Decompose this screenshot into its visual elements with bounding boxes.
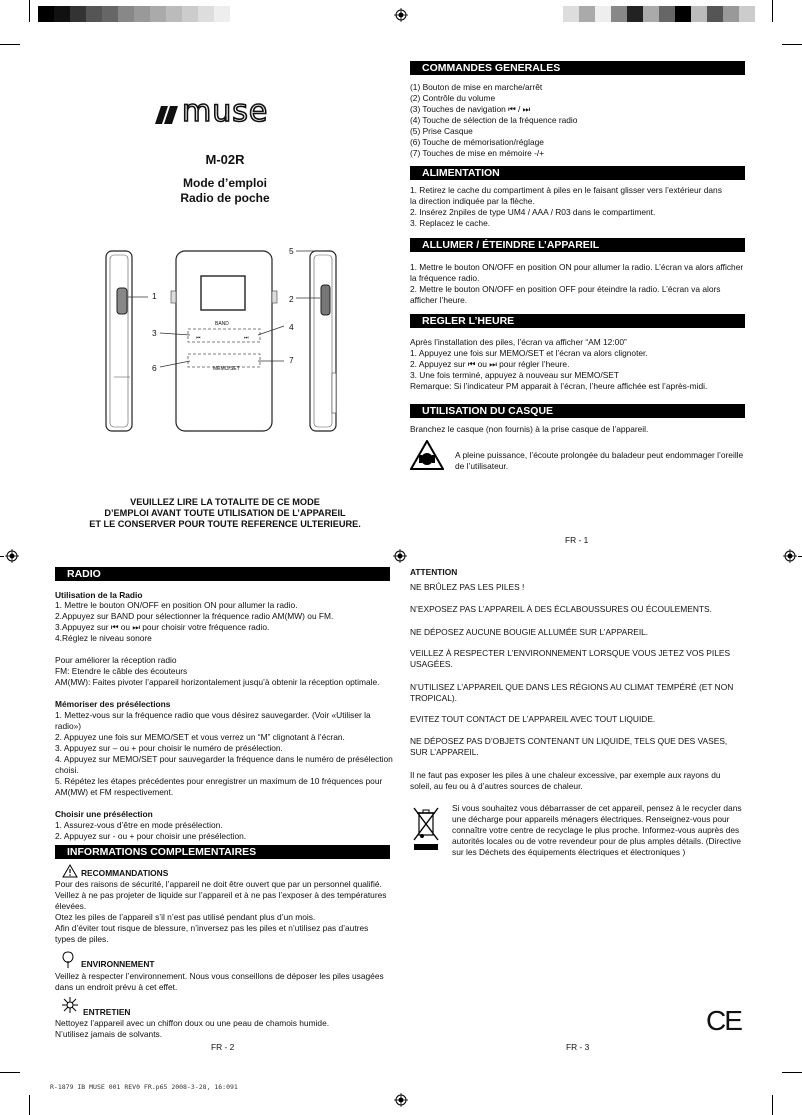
callout-4: 4: [289, 322, 294, 332]
registration-mark-icon: [393, 549, 407, 563]
paragraph-line: Veillez à ne pas projeter de liquide sur l’appareil et à ne pas l’exposer à des températures: [55, 890, 387, 900]
list-item: (2) Contrôle du volume: [410, 93, 496, 103]
color-bar-right: [563, 6, 755, 22]
list-item: (7) Touches de mise en mémoire -/+: [410, 148, 545, 158]
subheading: ENTRETIEN: [83, 1007, 131, 1017]
attention-item: USAGÉES.: [410, 659, 453, 669]
registration-mark-icon: [394, 1093, 408, 1107]
attention-item: NE DÉPOSEZ PAS D’OBJETS CONTENANT UN LIQUIDE, TELS QUE DES VASES,: [410, 736, 728, 746]
read-warning-line: D’EMPLOI AVANT TOUTE UTILISATION DE L’APPAREIL: [104, 508, 346, 518]
crop-mark: [772, 1095, 773, 1115]
registration-mark-icon: [394, 8, 408, 22]
diagram-label-band: BAND: [215, 321, 229, 327]
subheading: RECOMMANDATIONS: [81, 868, 169, 878]
paragraph-line: la direction indiquée par la flèche.: [410, 196, 535, 206]
diagram-label-memo: MEMO/SET: [213, 366, 240, 372]
list-item: (3) Touches de navigation ⏮ / ⏭: [410, 104, 531, 114]
print-slug: R-1879 IB MUSE 001 REV0 FR.p65 2008-3-28, 16:091: [50, 1083, 238, 1091]
paragraph-line: types de piles.: [55, 934, 109, 944]
paragraph-line: 4.Réglez le niveau sonore: [55, 633, 152, 643]
list-item: (5) Prise Casque: [410, 126, 473, 136]
paragraph-line: Otez les piles de l’appareil s’il n’est pas utilisé pendant plus d’un mois.: [55, 912, 316, 922]
list-item: (4) Touche de sélection de la fréquence radio: [410, 115, 578, 125]
page-number: FR - 2: [211, 1042, 235, 1052]
manual-title: Mode d’emploi: [183, 176, 267, 190]
attention-item: Il ne faut pas exposer les piles à une chaleur excessive, par exemple aux rayons du: [410, 770, 721, 780]
attention-item: soleil, au feu ou à d’autres sources de chaleur.: [410, 781, 583, 791]
section-header-commandes: COMMANDES GENERALES: [410, 61, 745, 75]
attention-item: N’UTILISEZ L’APPAREIL QUE DANS LES RÉGIONS AU CLIMAT TEMPÉRÉ (ET NON: [410, 682, 734, 692]
paragraph-line: 5. Répétez les étapes précédentes pour enregistrer un maximum de 10 fréquences pour: [55, 776, 383, 786]
attention-item: VEILLEZ À RESPECTER L’ENVIRONNEMENT LORSQUE VOUS JETEZ VOS PILES: [410, 648, 731, 658]
paragraph-line: 1. Assurez-vous d’être en mode présélection.: [55, 820, 223, 830]
paragraph-line: 1. Mettre le bouton ON/OFF en position ON pour allumer la radio.: [55, 600, 298, 610]
section-header-allumer: ALLUMER / ÉTEINDRE L’APPAREIL: [410, 238, 745, 252]
attention-item: NE BRÛLEZ PAS LES PILES !: [410, 582, 525, 592]
svg-text:⏮: ⏮: [196, 335, 201, 341]
list-item: (1) Bouton de mise en marche/arrêt: [410, 82, 543, 92]
paragraph-line: 2. Appuyez une fois sur MEMO/SET et vous verrez un “M” clignotant à l’écran.: [55, 732, 345, 742]
callout-3: 3: [152, 328, 157, 338]
subheading: Utilisation de la Radio: [55, 590, 143, 600]
paragraph-line: 2. Insérez 2npiles de type UM4 / AAA / R03 dans le compartiment.: [410, 207, 656, 217]
paragraph-line: N’utilisez jamais de solvants.: [55, 1029, 163, 1039]
paragraph-line: 2.Appuyez sur BAND pour sélectionner la fréquence radio AM(MW) ou FM.: [55, 611, 334, 621]
sparkle-clean-icon: [61, 996, 79, 1014]
paragraph-line: la fréquence radio.: [410, 273, 480, 283]
crop-mark: [0, 556, 4, 557]
callout-2: 2: [289, 294, 294, 304]
page-number: FR - 1: [565, 535, 589, 545]
read-warning-line: ET LE CONSERVER POUR TOUTE REFERENCE ULTERIEURE.: [89, 519, 361, 529]
weee-line: sur les Déchets des équipements électriques et électroniques ): [452, 847, 686, 857]
attention-item: SUR L’APPAREIL.: [410, 747, 479, 757]
muse-logo-mark-icon: [152, 104, 180, 126]
paragraph-line: 1. Mettez-vous sur la fréquence radio que vous désirez sauvegarder. (Voir «Utiliser la: [55, 710, 371, 720]
muse-logo: [152, 94, 294, 129]
manual-subtitle: Radio de poche: [180, 191, 270, 205]
paragraph-line: radio»): [55, 721, 82, 731]
device-left-side: [106, 251, 132, 431]
section-header-radio: RADIO: [55, 567, 390, 581]
paragraph-line: Pour des raisons de sécurité, l’appareil ne doit être ouvert que par un personnel qualifié.: [55, 879, 382, 889]
ce-mark: CE: [706, 1005, 741, 1036]
paragraph-line: 2. Appuyez sur - ou + pour choisir une présélection.: [55, 831, 247, 841]
callout-5: 5: [289, 246, 294, 256]
paragraph-line: FM: Etendre le câble des écouteurs: [55, 666, 188, 676]
section-header-infos: INFORMATIONS COMPLEMENTAIRES: [55, 845, 390, 859]
paragraph-line: 1. Retirez le cache du compartiment à piles en le faisant glisser vers l’extérieur dans: [410, 185, 722, 195]
paragraph-line: Remarque: Si l’indicateur PM apparait à l’écran, l’heure affichée est l’après-midi.: [410, 381, 708, 391]
read-warning-line: VEUILLEZ LIRE LA TOTALITE DE CE MODE: [130, 497, 320, 507]
paragraph-line: afficher l’heure.: [410, 295, 468, 305]
model-name: M-02R: [205, 152, 245, 167]
callout-6: 6: [152, 363, 157, 373]
crop-mark: [0, 1072, 20, 1073]
weee-line: Si vous souhaitez vous débarrasser de cet appareil, pensez à le recycler dans: [452, 803, 742, 813]
paragraph-line: AM(MW): Faites pivoter l’appareil horizontalement jusqu’à obtenir la réception optimale.: [55, 677, 380, 687]
paragraph-line: Veillez à respecter l’environnement. Nous vous conseillons de déposer les piles usagées: [55, 971, 384, 981]
section-header-heure: REGLER L’HEURE: [410, 314, 745, 328]
crop-mark: [782, 1072, 802, 1073]
page-number: FR - 3: [566, 1042, 590, 1052]
paragraph-line: 2. Mettre le bouton ON/OFF en position OFF pour éteindre la radio. L’écran va alors: [410, 284, 721, 294]
crop-mark: [798, 556, 802, 557]
device-diagram: [100, 243, 350, 438]
attention-item: NE DÉPOSEZ AUCUNE BOUGIE ALLUMÉE SUR L’APPAREIL.: [410, 627, 649, 637]
registration-mark-icon: [783, 549, 797, 563]
crop-mark: [0, 44, 20, 45]
hearing-warning-text: de l’utilisateur.: [455, 461, 509, 471]
subheading: Mémoriser des présélections: [55, 699, 171, 709]
paragraph-line: 3. Une fois terminé, appuyez à nouveau sur MEMO/SET: [410, 370, 620, 380]
caution-triangle-icon: [62, 864, 78, 878]
attention-title: ATTENTION: [410, 567, 458, 577]
section-header-casque: UTILISATION DU CASQUE: [410, 404, 745, 418]
crop-mark: [29, 0, 30, 22]
paragraph-line: choisi.: [55, 765, 79, 775]
subheading: Choisir une présélection: [55, 809, 153, 819]
paragraph-line: 3.Appuyez sur ⏮ ou ⏭ pour choisir votre fréquence radio.: [55, 622, 270, 632]
paragraph-line: 2. Appuyez sur ⏮ ou ⏭ pour régler l’heure.: [410, 359, 570, 369]
attention-item: EVITEZ TOUT CONTACT DE L’APPAREIL AVEC TOUT LIQUIDE.: [410, 714, 656, 724]
paragraph-line: Nettoyez l’appareil avec un chiffon doux ou une peau de chamois humide.: [55, 1018, 330, 1028]
attention-item: TROPICAL).: [410, 693, 457, 703]
paragraph-line: Pour améliorer la réception radio: [55, 655, 177, 665]
paragraph-line: Après l’installation des piles, l’écran va afficher “AM 12:00”: [410, 337, 627, 347]
color-bar-left: [38, 6, 230, 22]
paragraph-line: AM(MW) et FM respectivement.: [55, 787, 174, 797]
paragraph-line: 1. Appuyez une fois sur MEMO/SET et l’écran va alors clignoter.: [410, 348, 648, 358]
subheading: ENVIRONNEMENT: [81, 959, 155, 969]
paragraph-line: 1. Mettre le bouton ON/OFF en position ON pour allumer la radio. L’écran va alors afficher: [410, 262, 744, 272]
paragraph-line: Branchez le casque (non fournis) à la prise casque de l’appareil.: [410, 424, 649, 434]
crop-mark: [772, 0, 773, 22]
weee-line: autorités locales ou de votre revendeur pour de plus amples détails. (Directive: [452, 836, 742, 846]
muse-logo-text: muse: [182, 94, 269, 129]
paragraph-line: Afin d’éviter tout risque de blessure, n’inversez pas les piles et n’utilisez pas d’autres: [55, 923, 369, 933]
weee-line: connaître votre centre de recyclage le plus proche. Informez-vous auprès des: [452, 825, 740, 835]
attention-item: N’EXPOSEZ PAS L’APPAREIL À DES ÉCLABOUSSURES OU ÉCOULEMENTS.: [410, 604, 712, 614]
crop-mark: [29, 1095, 30, 1115]
paragraph-line: élevées.: [55, 901, 87, 911]
registration-mark-icon: [5, 549, 19, 563]
device-right-side: [310, 251, 336, 431]
environment-leaf-icon: [60, 951, 76, 969]
weee-line: une décharge pour appareils ménagers électriques. Renseignez-vous pour: [452, 814, 730, 824]
paragraph-line: 3. Appuyez sur – ou + pour choisir le numéro de présélection.: [55, 743, 283, 753]
section-header-alimentation: ALIMENTATION: [410, 166, 745, 180]
callout-1: 1: [152, 291, 157, 301]
callout-7: 7: [289, 355, 294, 365]
hearing-warning-icon: [410, 440, 444, 470]
crop-mark: [782, 44, 802, 45]
paragraph-line: 4. Appuyez sur MEMO/SET pour sauvegarder la fréquence dans le numéro de présélection: [55, 754, 393, 764]
svg-text:⏭: ⏭: [244, 335, 249, 341]
hearing-warning-text: A pleine puissance, l’écoute prolongée du baladeur peut endommager l’oreille: [455, 450, 744, 460]
paragraph-line: 3. Replacez le cache.: [410, 218, 491, 228]
paragraph-line: dans un endroit prévu à cet effet.: [55, 982, 178, 992]
device-front: [171, 251, 277, 431]
weee-crossed-bin-icon: [411, 804, 441, 852]
list-item: (6) Touche de mémorisation/réglage: [410, 137, 544, 147]
